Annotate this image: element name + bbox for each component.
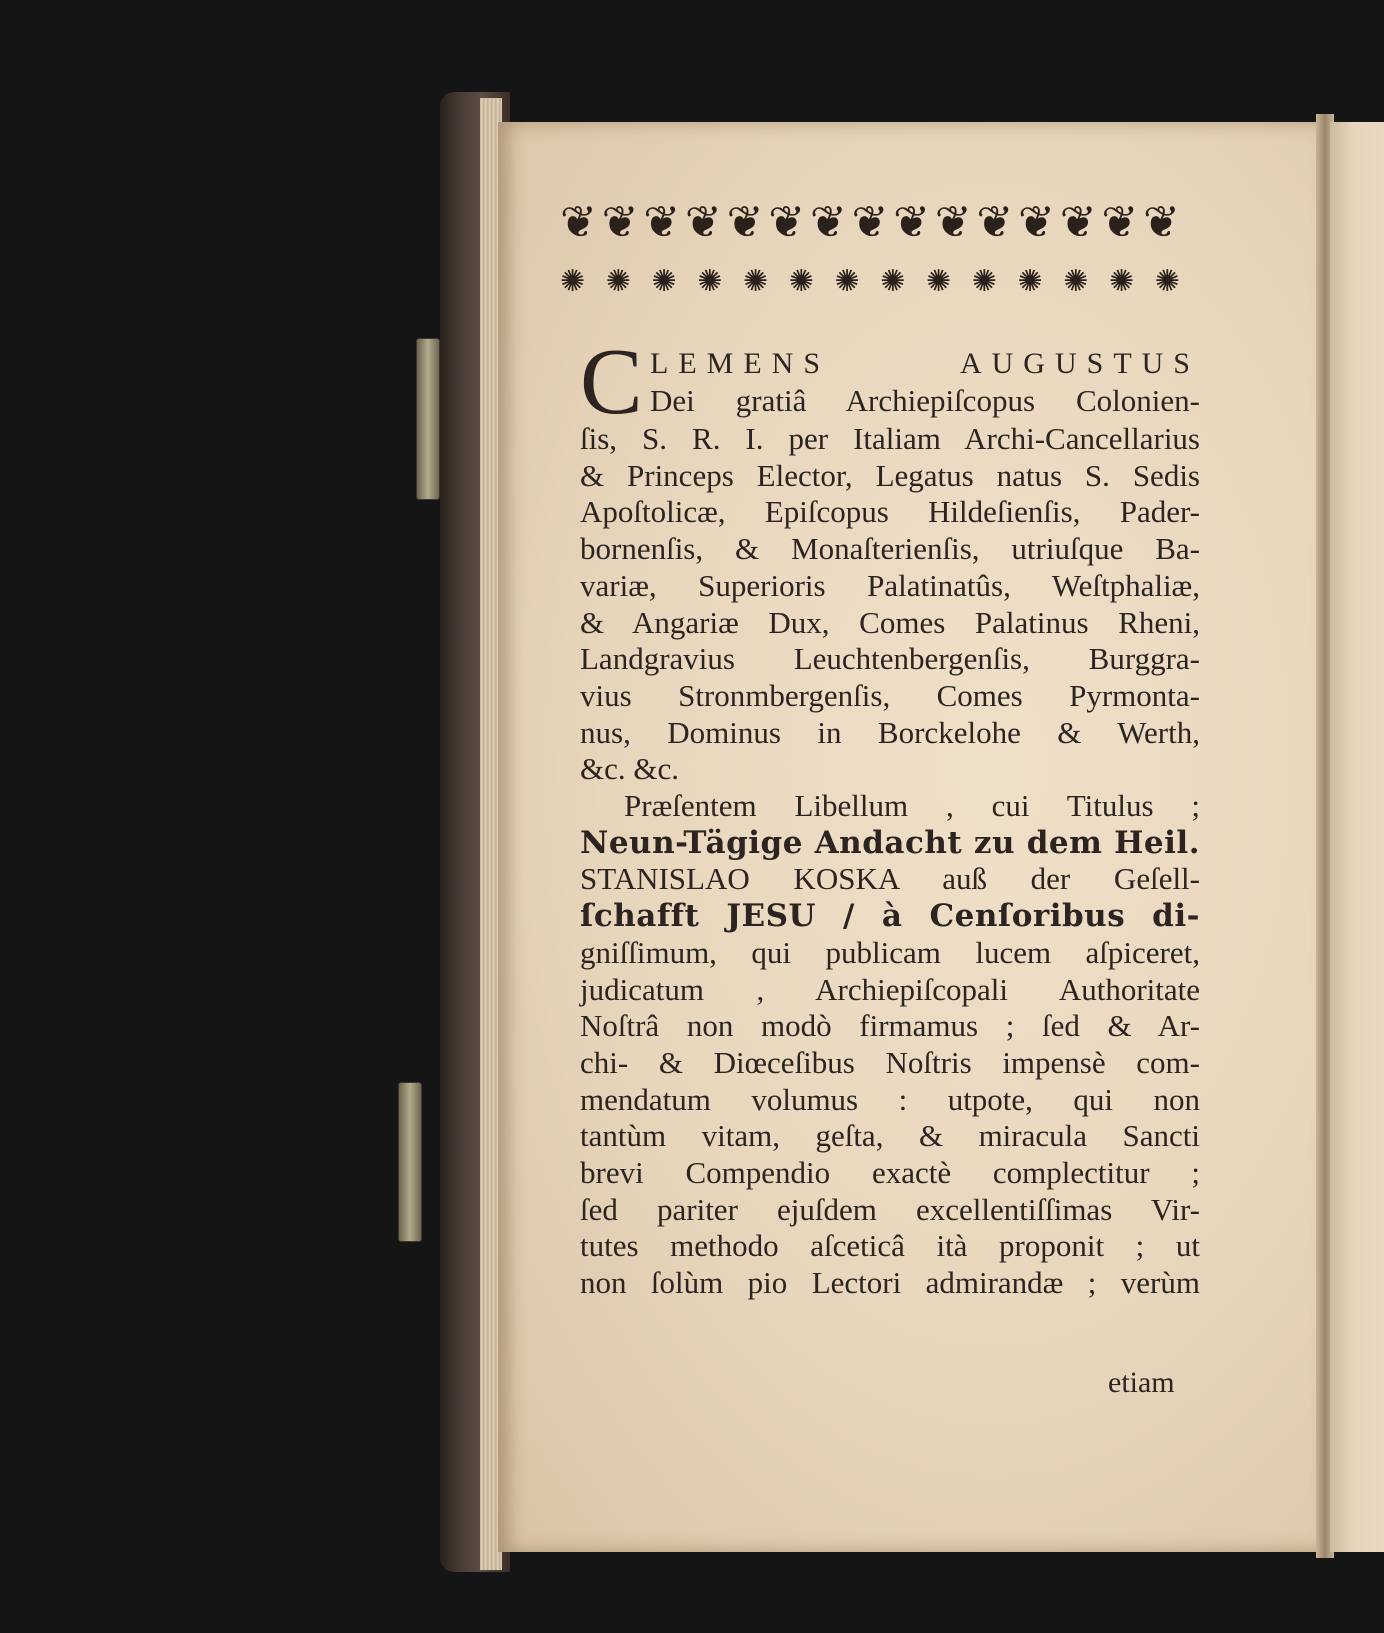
clasp-lower (398, 1082, 422, 1242)
text-line: tutes methodo aſceticâ ità proponit ; ut (580, 1228, 1200, 1264)
text-line: &c. &c. (580, 751, 679, 787)
text-line: ſchafft JESU / à Cenſoribus di- (580, 898, 1200, 935)
ornament-rosette-icon: ✺ (651, 263, 677, 299)
text-line: chi- & Diœceſibus Noſtris impensè com- (580, 1044, 1200, 1080)
paragraph-2 (580, 788, 1200, 1302)
text-line: Neun-Tägige Andacht zu dem Heil. (580, 824, 1200, 861)
paragraph-1 (580, 421, 1200, 788)
title-word-2: AUGUSTUS (959, 347, 1200, 380)
ornament-fleuron-icon: ❦ (809, 196, 847, 248)
ornament-rosette-icon: ✺ (1109, 263, 1135, 299)
ornament-fleuron-icon: ❦ (1018, 196, 1055, 248)
ornament-rosette-icon: ✺ (834, 263, 860, 299)
text-line: nus, Dominus in Borckelohe & Werth, (580, 714, 1200, 750)
heading (580, 330, 1200, 434)
ornament-fleuron-icon: ❦ (560, 196, 597, 248)
dropcap: C (580, 330, 643, 434)
ornament-fleuron-icon: ❦ (976, 196, 1014, 248)
ornament-fleuron-icon: ❦ (726, 196, 764, 248)
ornament-fleuron-icon: ❦ (893, 196, 930, 248)
ornament-fleuron-icon: ❦ (1142, 196, 1180, 248)
text-line: mendatum volumus : utpote, qui non (580, 1081, 1200, 1117)
text-line: Noſtrâ non modò firmamus ; ſed & Ar- (580, 1008, 1200, 1044)
ornament-rosette-icon: ✺ (743, 263, 769, 299)
text-line: brevi Compendio exactè complectitur ; (580, 1155, 1200, 1191)
right-page-edge (1330, 122, 1384, 1552)
text-line: ſed pariter ejuſdem excellentiſſimas Vir- (580, 1191, 1200, 1227)
text-line: & Angariæ Dux, Comes Palatinus Rheni, (580, 604, 1200, 640)
ornament-rosette-icon: ✺ (880, 263, 906, 299)
ornament-fleuron-icon: ❦ (768, 196, 806, 248)
text-line: Præſentem Libellum , cui Titulus ; (624, 788, 1200, 824)
title-word-1: LEMENS (650, 347, 830, 380)
ornament-rosette-icon: ✺ (1154, 263, 1180, 299)
text-line: Landgravius Leuchtenbergenſis, Burggra- (580, 641, 1200, 677)
text-line: non ſolùm pio Lectori admirandæ ; verùm (580, 1265, 1200, 1301)
ornament-fleuron-icon: ❦ (1059, 196, 1097, 248)
ornament-rosette-icon: ✺ (926, 263, 952, 299)
ornament-fleuron-icon: ❦ (934, 196, 972, 248)
ornament-rosette-icon: ✺ (1017, 263, 1043, 299)
text-line: Apoſtolicæ, Epiſcopus Hildeſienſis, Pader- (580, 494, 1200, 530)
text-line: tantùm vitam, geſta, & miracula Sancti (580, 1118, 1200, 1154)
text-line: & Princeps Elector, Legatus natus S. Sedis (580, 457, 1200, 493)
ornament-band-top (560, 190, 1180, 254)
ornament-fleuron-icon: ❦ (601, 196, 639, 248)
ornament-rosette-icon: ✺ (1063, 263, 1089, 299)
page-text (580, 330, 1200, 1302)
ornament-fleuron-icon: ❦ (851, 196, 889, 248)
text-line: bornenſis, & Monaſterienſis, utriuſque Ba- (580, 531, 1200, 567)
ornament-rosette-icon: ✺ (605, 263, 631, 299)
text-line: vius Stronmbergenſis, Comes Pyrmonta- (580, 677, 1200, 713)
heading-line-2: Dei gratiâ Archiepiſcopus Colonien- (650, 383, 1200, 418)
ornament-band-bottom (560, 262, 1180, 300)
ornament-fleuron-icon: ❦ (643, 196, 681, 248)
catchword: etiam (1108, 1366, 1175, 1399)
text-line: variæ, Superioris Palatinatûs, Weſtphaliæ, (580, 567, 1200, 603)
text-line: judicatum , Archiepiſcopali Authoritate (580, 971, 1200, 1007)
clasp-upper (416, 338, 440, 500)
title-line (650, 345, 1200, 383)
ornament-rosette-icon: ✺ (697, 263, 723, 299)
ornament-fleuron-icon: ❦ (1101, 196, 1139, 248)
ornament-fleuron-icon: ❦ (684, 196, 722, 248)
text-line: gniſſimum, qui publicam lucem aſpiceret, (580, 934, 1200, 970)
text-line: STANISLAO KOSKA auß der Geſell- (580, 861, 1200, 897)
ornament-rosette-icon: ✺ (788, 263, 814, 299)
ornament-rosette-icon: ✺ (971, 263, 997, 299)
text-line: ſis, S. R. I. per Italiam Archi-Cancellarius (580, 421, 1200, 456)
ornament-rosette-icon: ✺ (560, 263, 586, 299)
